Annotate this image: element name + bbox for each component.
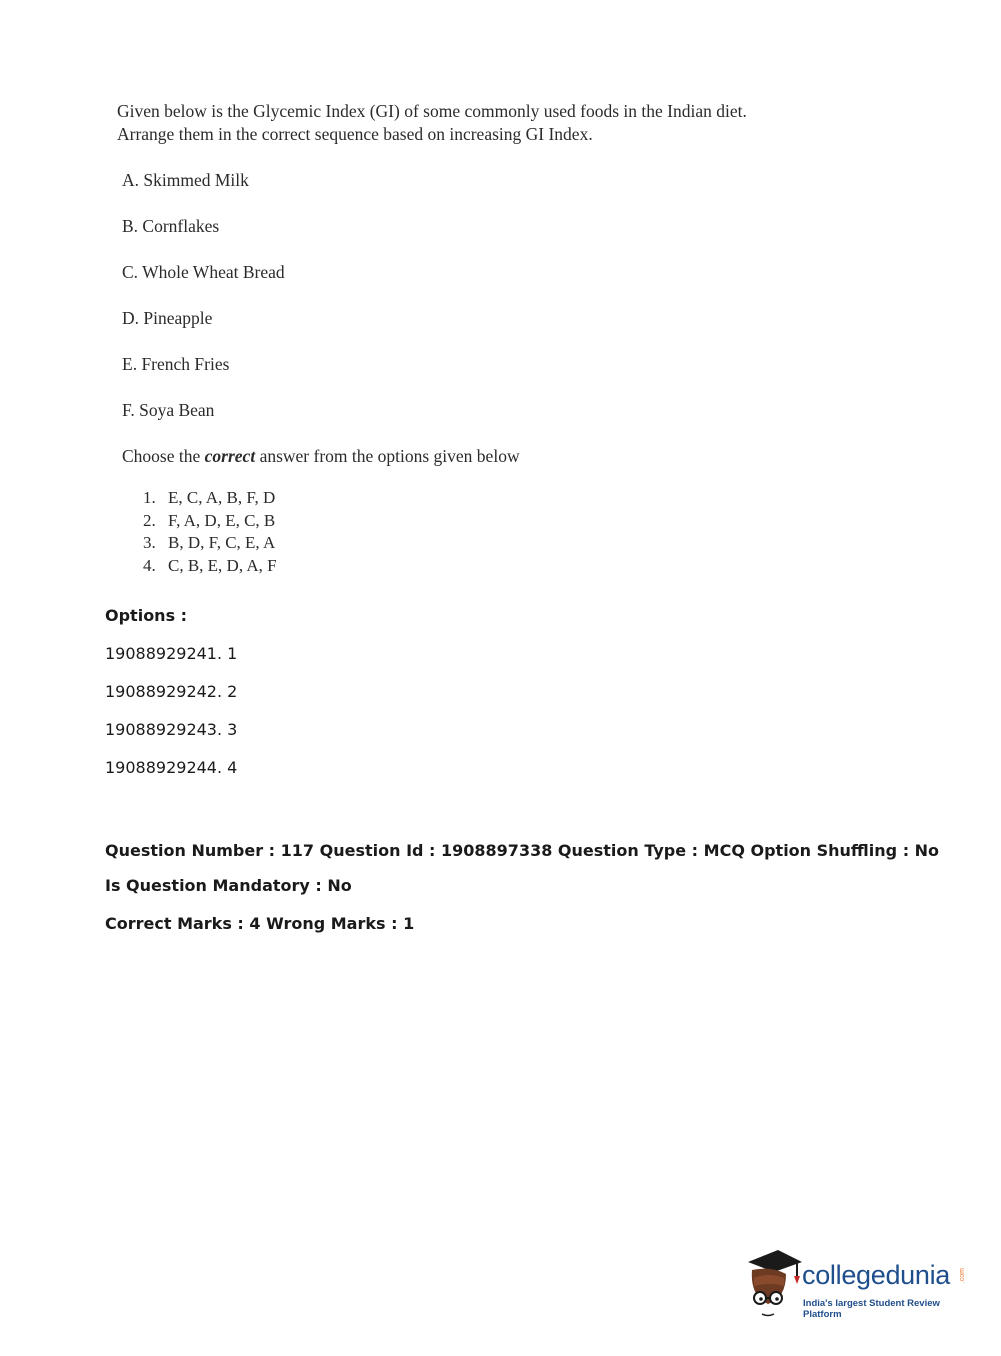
choice-number: 2. <box>143 510 156 530</box>
answer-choice <box>143 487 757 510</box>
answer-choice <box>143 555 757 578</box>
question-mandatory: Is Question Mandatory : No <box>105 876 352 895</box>
food-item: A. Skimmed Milk <box>122 170 249 190</box>
logo-brand-text: collegedunia <box>802 1260 951 1290</box>
question-image <box>117 100 757 577</box>
answer-choice <box>143 510 757 533</box>
answer-choices <box>143 487 757 577</box>
question-marks: Correct Marks : 4 Wrong Marks : 1 <box>105 914 415 933</box>
option-item: 19088929243. 3 <box>105 720 238 739</box>
instruction-emphasis: correct <box>204 446 256 466</box>
choice-text: C, B, E, D, A, F <box>168 555 277 575</box>
answer-instruction <box>117 439 757 473</box>
food-item: E. French Fries <box>122 354 230 374</box>
option-item: 19088929244. 4 <box>105 758 238 777</box>
choice-text: E, C, A, B, F, D <box>168 488 276 507</box>
choice-text: B, D, F, C, E, A <box>168 533 276 552</box>
option-item: 19088929241. 1 <box>105 644 238 663</box>
food-items-list <box>117 163 757 439</box>
question-meta <box>105 836 965 944</box>
choice-number: 3. <box>143 533 156 552</box>
food-item: B. Cornflakes <box>122 216 220 236</box>
choice-text: F, A, D, E, C, B <box>168 510 276 530</box>
question-stem-line-2: Arrange them in the correct sequence based on increasing GI Index. <box>117 124 593 144</box>
food-item: F. Soya Bean <box>122 400 215 420</box>
choice-number: 4. <box>143 555 156 575</box>
food-item: D. Pineapple <box>122 308 213 328</box>
question-meta-line: Question Number : 117 Question Id : 1908897338 Question Type : MCQ Option Shuffling : No <box>105 841 940 860</box>
collegedunia-logo <box>742 1248 972 1318</box>
mascot-icon <box>742 1248 804 1318</box>
options-section <box>105 601 925 791</box>
logo-com-suffix: .com <box>959 1268 966 1284</box>
choice-number: 1. <box>143 488 156 507</box>
options-title: Options : <box>105 606 188 625</box>
question-stem-line-1: Given below is the Glycemic Index (GI) of some commonly used foods in the Indian diet. <box>117 101 747 121</box>
instruction-pre: Choose the <box>122 446 205 466</box>
answer-choice <box>143 532 757 555</box>
option-item: 19088929242. 2 <box>105 682 238 701</box>
logo-tagline: India's largest Student Review Platform <box>803 1298 940 1320</box>
instruction-post: answer from the options given below <box>255 446 520 466</box>
food-item: C. Whole Wheat Bread <box>122 262 285 282</box>
